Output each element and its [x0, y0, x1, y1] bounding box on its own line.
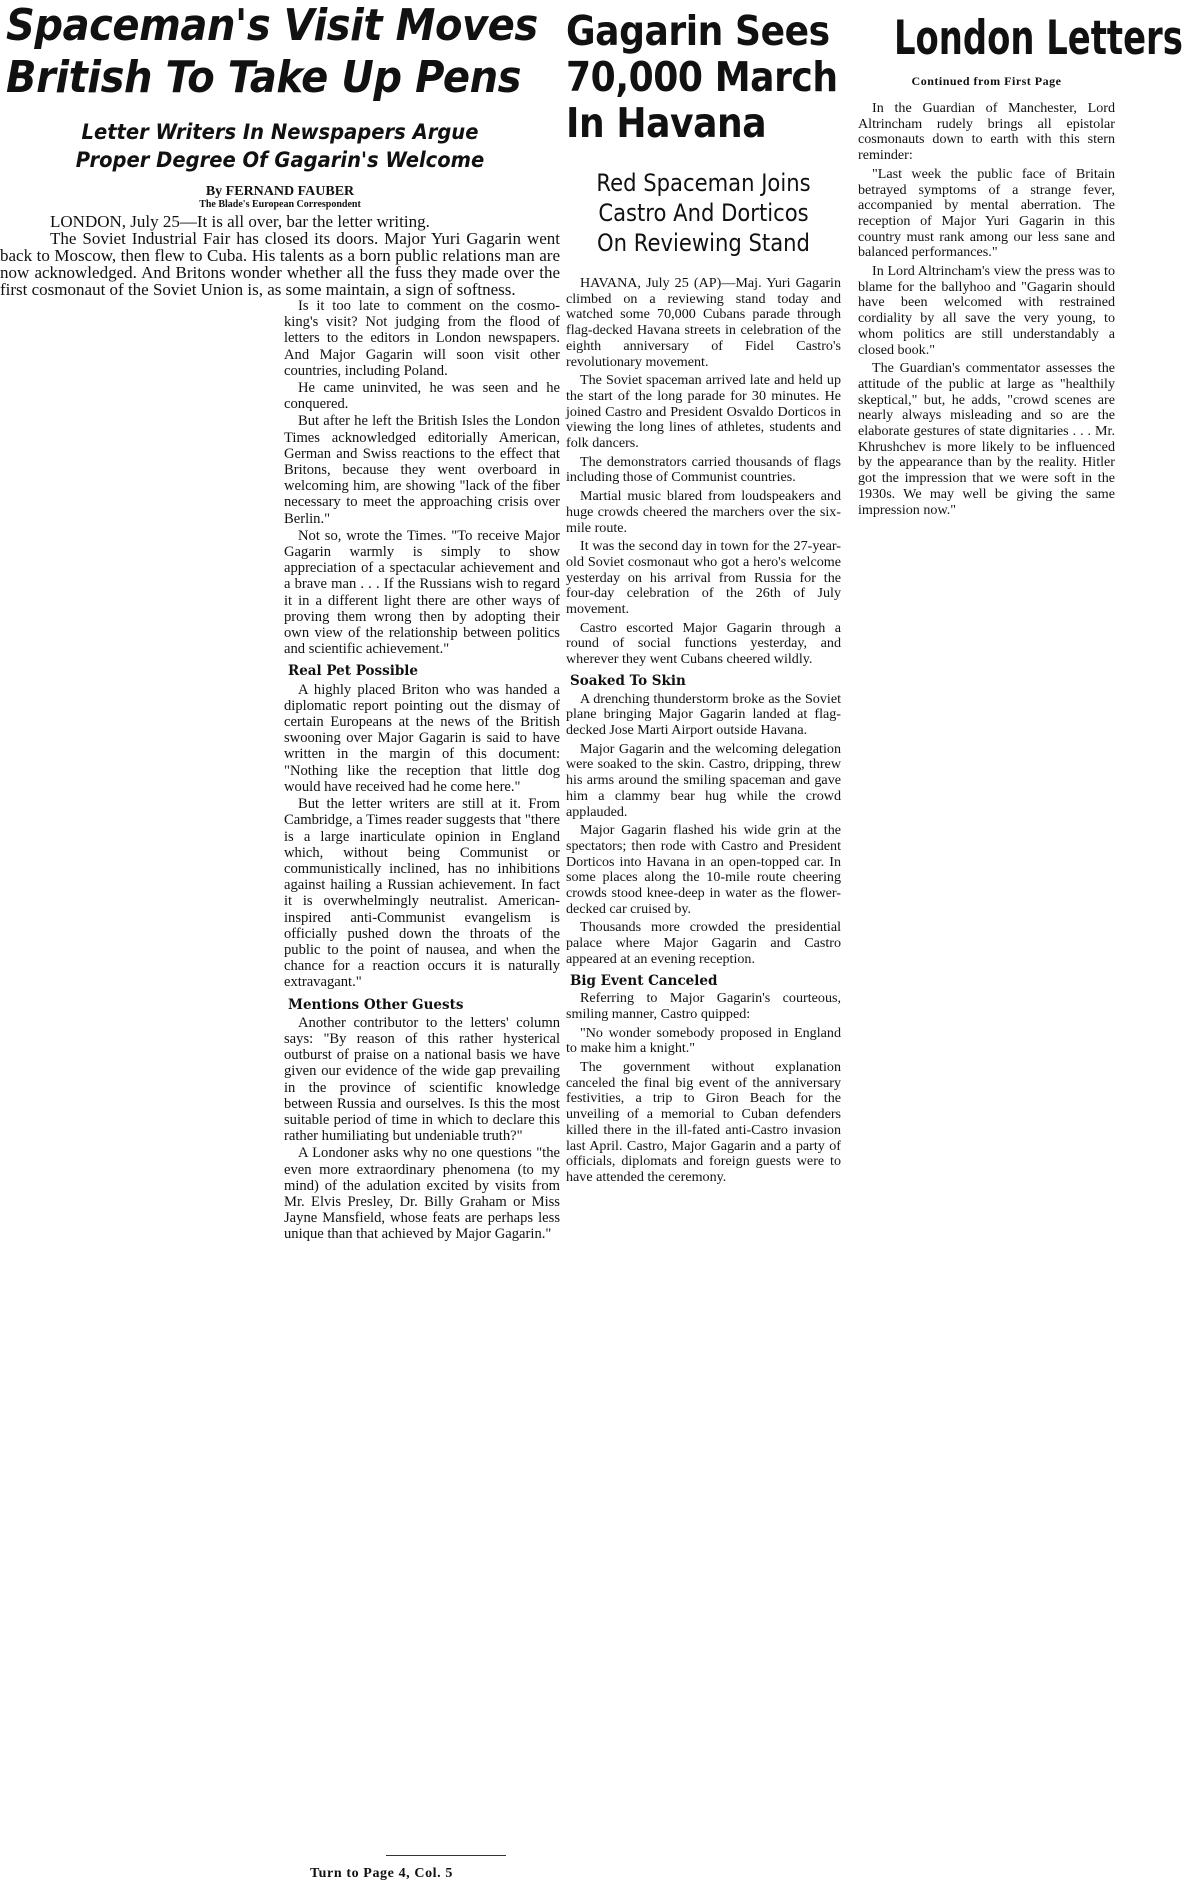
paragraph: A Londoner asks why no one questions "the even more extraordinary phenomena (to my mind) of the adulation excited by visits from Mr. Elvis Presley, Dr. Billy Graham or Miss Jayne Mansfield, whose feats are perhaps less unique than that achieved by Major Gagarin."	[284, 1145, 560, 1243]
paragraph: Major Gagarin and the welcoming delegation were soaked to the skin. Castro, dripping, threw his arms around the smiling spaceman and gave him a clammy bear hug while the crowd applauded.	[566, 740, 841, 820]
paragraph: But the letter writers are still at it. From Cambridge, a Times reader suggests that "there is a large inarticulate opinion in England which, without being Communist or communistically inclined, has no inhibitions against hailing a Russian achievement. In fact it is overwhelmingly neutralist. American-inspired anti-Communist evangelism is officially pushed down the throats of the public to the point of nausea, and when the chance for a reaction occurs it is naturally extravagant."	[284, 796, 560, 991]
headline	[6, 0, 538, 104]
article-london-letters	[858, 0, 1183, 518]
deck-line-1: Letter Writers In Newspapers Argue	[81, 120, 479, 144]
continued-line: Continued from First Page	[911, 74, 1062, 88]
headline-line-2: 70,000 March	[566, 53, 838, 101]
paragraph: The government without explanation canceled the final big event of the anniversary festivities, a trip to Giron Beach for the unveiling of a memorial to Cuban defenders killed there in the ill-fated anti-Castro invasion last April. Castro, Major Gagarin and a party of officials, diplomats and foreign guests were to have attended the ceremony.	[566, 1059, 841, 1185]
article-spaceman-visit	[0, 0, 560, 1243]
headline-line-1: Gagarin Sees	[566, 7, 830, 55]
headline-line-3: In Havana	[566, 99, 767, 147]
byline-name: By FERNAND FAUBER	[205, 184, 355, 199]
subhead: Mentions Other Guests	[288, 996, 464, 1013]
paragraph: It was the second day in town for the 27-year-old Soviet cosmonaut who got a hero's welcome yesterday on his arrival from Russia for the four-day celebration of the 26th of July movement.	[566, 538, 841, 618]
paragraph: In Lord Altrincham's view the press was to blame for the ballyhoo and "Gagarin should have been welcomed with restrained cordiality by all save the very young, to whom politics are still understandably a closed book."	[858, 263, 1115, 358]
lead-paragraph: The Soviet Industrial Fair has closed its doors. Major Yuri Gagarin went back to Moscow, then flew to Cuba. His talents as a born public relations man are now acknowledged. And Britons wonder whether all the fuss they made over the first cosmonaut of the Soviet Union is, as some maintain, a sign of softness.	[0, 229, 560, 299]
paragraph: "Last week the public face of Britain betrayed symptoms of a strange fever, accompanied by mental aberration. The reception of Major Yuri Gagarin in this country must rank among our less sane and balanced performances."	[858, 165, 1115, 261]
headline	[566, 7, 838, 147]
paragraph: Thousands more crowded the presidential palace where Major Gagarin and Castro appeared at an evening reception.	[566, 919, 841, 967]
paragraph: Martial music blared from loudspeakers and huge crowds cheered the marchers over the six-mile route.	[566, 488, 841, 536]
paragraph: Is it too late to comment on the cosmo-king's visit? Not judging from the flood of letters to the editors in London newspapers. And Major Gagarin will soon visit other countries, including Poland.	[284, 298, 560, 379]
headline-line-2: British To Take Up Pens	[6, 52, 522, 103]
paragraph: Referring to Major Gagarin's courteous, smiling manner, Castro quipped:	[566, 990, 841, 1022]
body-text	[566, 276, 841, 1186]
paragraph: A highly placed Briton who was handed a diplomatic report pointing out the dismay of certain Europeans at the news of the British swooning over Major Gagarin is said to have written in the margin of this document: "Nothing like the reception that little dog would have received had he come here."	[284, 681, 560, 795]
divider	[386, 1855, 506, 1856]
paragraph: But after he left the British Isles the London Times acknowledged editorially American, German and Swiss reactions to the effect that Britons, because they went overboard in welcoming him, are showing "lack of the fiber necessary to meet the approaching crisis over Berlin."	[284, 413, 560, 527]
subhead: Soaked To Skin	[570, 672, 686, 689]
paragraph: "No wonder somebody proposed in England to make him a knight."	[566, 1024, 841, 1057]
byline-title: The Blade's European Correspondent	[199, 199, 361, 210]
paragraph: He came uninvited, he was seen and he conquered.	[284, 380, 560, 413]
jump-line: Turn to Page 4, Col. 5	[310, 1866, 453, 1881]
deck	[583, 168, 825, 258]
paragraph: Not so, wrote the Times. "To receive Major Gagarin warmly is simply to show appreciation of a spectacular achievement and a brave man . . . If the Russians wish to regard it in a different light there are other ways of proving them wrong then by adopting their own view of the relationship between politics and scientific achievement."	[284, 527, 560, 658]
paragraph: The Guardian's commentator assesses the attitude of the public at large as "healthily skeptical," but, he adds, "crowd scenes are nearly always misleading and so are the elaborate gestures of state dignitaries . . . Mr. Khrushchev is more likely to be influenced by the appearance than by the reality. Hitler got the impression that we were soft in the 1930s. We may well be giving the same impression now."	[858, 360, 1115, 518]
paragraph: Castro escorted Major Gagarin through a round of social functions yesterday, and wherever they went Cubans cheered wildly.	[566, 619, 841, 668]
subhead: Real Pet Possible	[288, 663, 418, 680]
deck-line-3: On Reviewing Stand	[597, 229, 810, 257]
deck	[20, 118, 541, 174]
deck-line-2: Castro And Dorticos	[598, 199, 809, 227]
paragraph: The Soviet spaceman arrived late and held up the start of the long parade for 30 minutes. He joined Castro and President Osvaldo Dorticos in viewing the long lines of athletes, students and folk dancers.	[566, 372, 841, 452]
paragraph: A drenching thunderstorm broke as the Soviet plane bringing Major Gagarin landed at flag-decked Jose Marti Airport outside Havana.	[566, 690, 841, 738]
body-text	[858, 101, 1115, 518]
headline: London Letters	[893, 11, 1183, 66]
lead-text	[0, 213, 560, 298]
paragraph: The demonstrators carried thousands of flags including those of Communist countries.	[566, 453, 841, 486]
paragraph: HAVANA, July 25 (AP)—Maj. Yuri Gagarin climbed on a reviewing stand today and watched some 70,000 Cubans parade through flag-decked Havana streets in celebration of the eighth anniversary of Fidel Castro's revolutionary movement.	[566, 275, 841, 370]
headline-line-1: Spaceman's Visit Moves	[6, 0, 538, 51]
lead-paragraph: LONDON, July 25—It is all over, bar the letter writing.	[50, 212, 430, 231]
paragraph: Major Gagarin flashed his wide grin at the spectators; then rode with Castro and President Dorticos into Havana in an open-topped car. In some places along the 10-mile route cheering crowds stood knee-deep in water as the flower-decked car cruised by.	[566, 822, 841, 917]
article-gagarin-havana	[566, 0, 841, 1186]
paragraph: Another contributor to the letters' column says: "By reason of this rather hysterical outburst of praise on a national basis we have given our evidence of the wide gap prevailing in the province of scientific knowledge between Russia and ourselves. Is this the most suitable period of time in which to declare this rather humiliating but undeniable truth?"	[284, 1014, 560, 1145]
body-text	[284, 298, 560, 1243]
byline	[0, 184, 560, 210]
deck-line-2: Proper Degree Of Gagarin's Welcome	[75, 148, 485, 172]
paragraph: In the Guardian of Manchester, Lord Altrincham rudely brings all epistolar cosmonauts down to earth with this stern reminder:	[858, 100, 1115, 164]
subhead: Big Event Canceled	[570, 972, 718, 989]
deck-line-1: Red Spaceman Joins	[596, 169, 811, 197]
